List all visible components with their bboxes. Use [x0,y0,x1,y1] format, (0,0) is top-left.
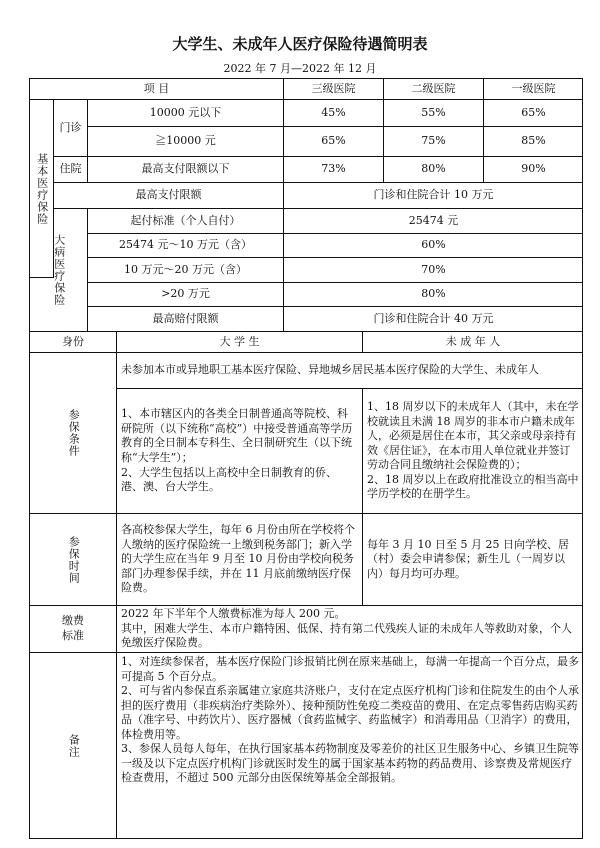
conditions-student-item-1: 1、本市辖区内的各类全日制普通高等院校、科研院所（以下统称“高校”）中接受普通高等学历教育的全日制本专科生、全日制研究生（以下统称“大学生”）； [121,407,353,464]
basic-limit-value: 门诊和住院合计 10 万元 [284,183,583,209]
critical-row-5-value: 门诊和住院合计 40 万元 [284,307,583,332]
outpatient-2-primary: 85% [484,127,583,157]
critical-row-4-label: >20 万元 [88,283,284,307]
outpatient-2-tertiary: 65% [284,127,384,157]
critical-row-2-label: 25474 元～10 万元（含） [88,234,284,258]
critical-row-1-label: 起付标准（个人自付） [88,209,284,234]
payment-label: 缴费标准 [30,606,117,653]
header-tertiary: 三级医院 [284,79,384,100]
identity-label: 身份 [30,332,117,353]
inpatient-label: 住院 [54,157,88,183]
critical-row-4-value: 80% [284,283,583,307]
payment-text [117,606,583,653]
outpatient-2-secondary: 75% [384,127,484,157]
conditions-label: 参保条件 [30,353,117,514]
critical-row-3-value: 70% [284,258,583,283]
header-item: 项 目 [30,79,284,100]
critical-row-5-label: 最高赔付限额 [88,307,284,332]
critical-insurance-label: 大病医疗保险 [30,209,88,332]
payment-line-1: 2022 年下半年个人缴费标准为每人 200 元。 [121,607,346,621]
conditions-student [117,389,363,514]
basic-insurance-label: 基本医疗保险 [30,100,54,278]
header-primary: 一级医院 [484,79,583,100]
critical-row-3-label: 10 万元～20 万元（含） [88,258,284,283]
payment-line-2: 其中，困难大学生、本市户籍特困、低保、持有第二代残疾人证的未成年人等救助对象，个人免缴医疗保险费。 [121,621,572,650]
outpatient-range-2: ≧10000 元 [88,127,284,157]
notes-text [117,653,583,839]
outpatient-range-1: 10000 元以下 [88,100,284,127]
note-2: 2、可与省内参保直系亲属建立家庭共济账户，支付在定点医疗机构门诊和住院发生的由个人承担的医疗费用（非疾病治疗类除外）、接种预防性免疫二类疫苗的费用、在定点零售药店购买药品（准字号、中药饮片）、医疗器械（食药监械字、药监械字）和消毒用品（卫消字）的费用，体检费用等。 [121,684,579,741]
outpatient-1-secondary: 55% [384,100,484,127]
conditions-minor-item-2: 2、18 周岁以上在政府批准设立的相当高中学历学校的在册学生。 [367,472,579,501]
document-title: 大学生、未成年人医疗保险待遇简明表 [172,35,428,53]
critical-row-2-value: 60% [284,234,583,258]
conditions-common: 未参加本市或异地职工基本医疗保险、异地城乡居民基本医疗保险的大学生、未成年人 [117,353,583,389]
notes-label: 备注 [30,653,117,839]
inpatient-range: 最高支付限额以下 [88,157,284,183]
conditions-minor-item-1: 1、18 周岁以下的未成年人（其中，未在学校就读且未满 18 周岁的非本市户籍未成年人，必须是居住在本市，其父亲或母亲持有效《居住证》，在本市用人单位就业并签订劳动合同且缴纳社会保险费的）； [367,400,579,472]
critical-row-1-value: 25474 元 [284,209,583,234]
outpatient-1-primary: 65% [484,100,583,127]
inpatient-primary: 90% [484,157,583,183]
note-1: 1、对连续参保者，基本医疗保险门诊报销比例在原来基础上，每满一年提高一个百分点，最多可提高 5 个百分点。 [121,655,579,683]
outpatient-1-tertiary: 45% [284,100,384,127]
identity-minor: 未 成 年 人 [363,332,583,353]
conditions-student-item-2: 2、大学生包括以上高校中全日制教育的侨、港、澳、台大学生。 [121,465,337,494]
outpatient-label: 门诊 [54,100,88,157]
inpatient-tertiary: 73% [284,157,384,183]
note-3: 3、参保人员每人每年，在执行国家基本药物制度及零差价的社区卫生服务中心、乡镇卫生院等一级及以下定点医疗机构门诊就医时发生的属于国家基本药物的药品费用、诊察费及常规医疗检查费用，不超过 500 元部分由医保统筹基金全部报销。 [121,742,579,785]
identity-student: 大 学 生 [117,332,363,353]
enroll-time-minor: 每年 3 月 10 日至 5 月 25 日向学校、居（村）委会申请参保；新生儿（一周岁以内）每月均可办理。 [363,514,583,606]
header-secondary: 二级医院 [384,79,484,100]
conditions-minor [363,389,583,514]
enroll-time-label: 参保时间 [30,514,117,606]
benefits-table [29,78,583,839]
basic-limit-label: 最高支付限额 [54,183,284,209]
document-period: 2022 年 7 月—2022 年 12 月 [223,62,377,75]
enroll-time-student: 各高校参保大学生，每年 6 月份由所在学校将个人缴纳的医疗保险统一上缴到税务部门；新入学的大学生应在当年 9 月至 10 月份由学校向税务部门办理参保手续，并在 11 月底前缴纳医疗保险费。 [117,514,363,606]
inpatient-secondary: 80% [384,157,484,183]
